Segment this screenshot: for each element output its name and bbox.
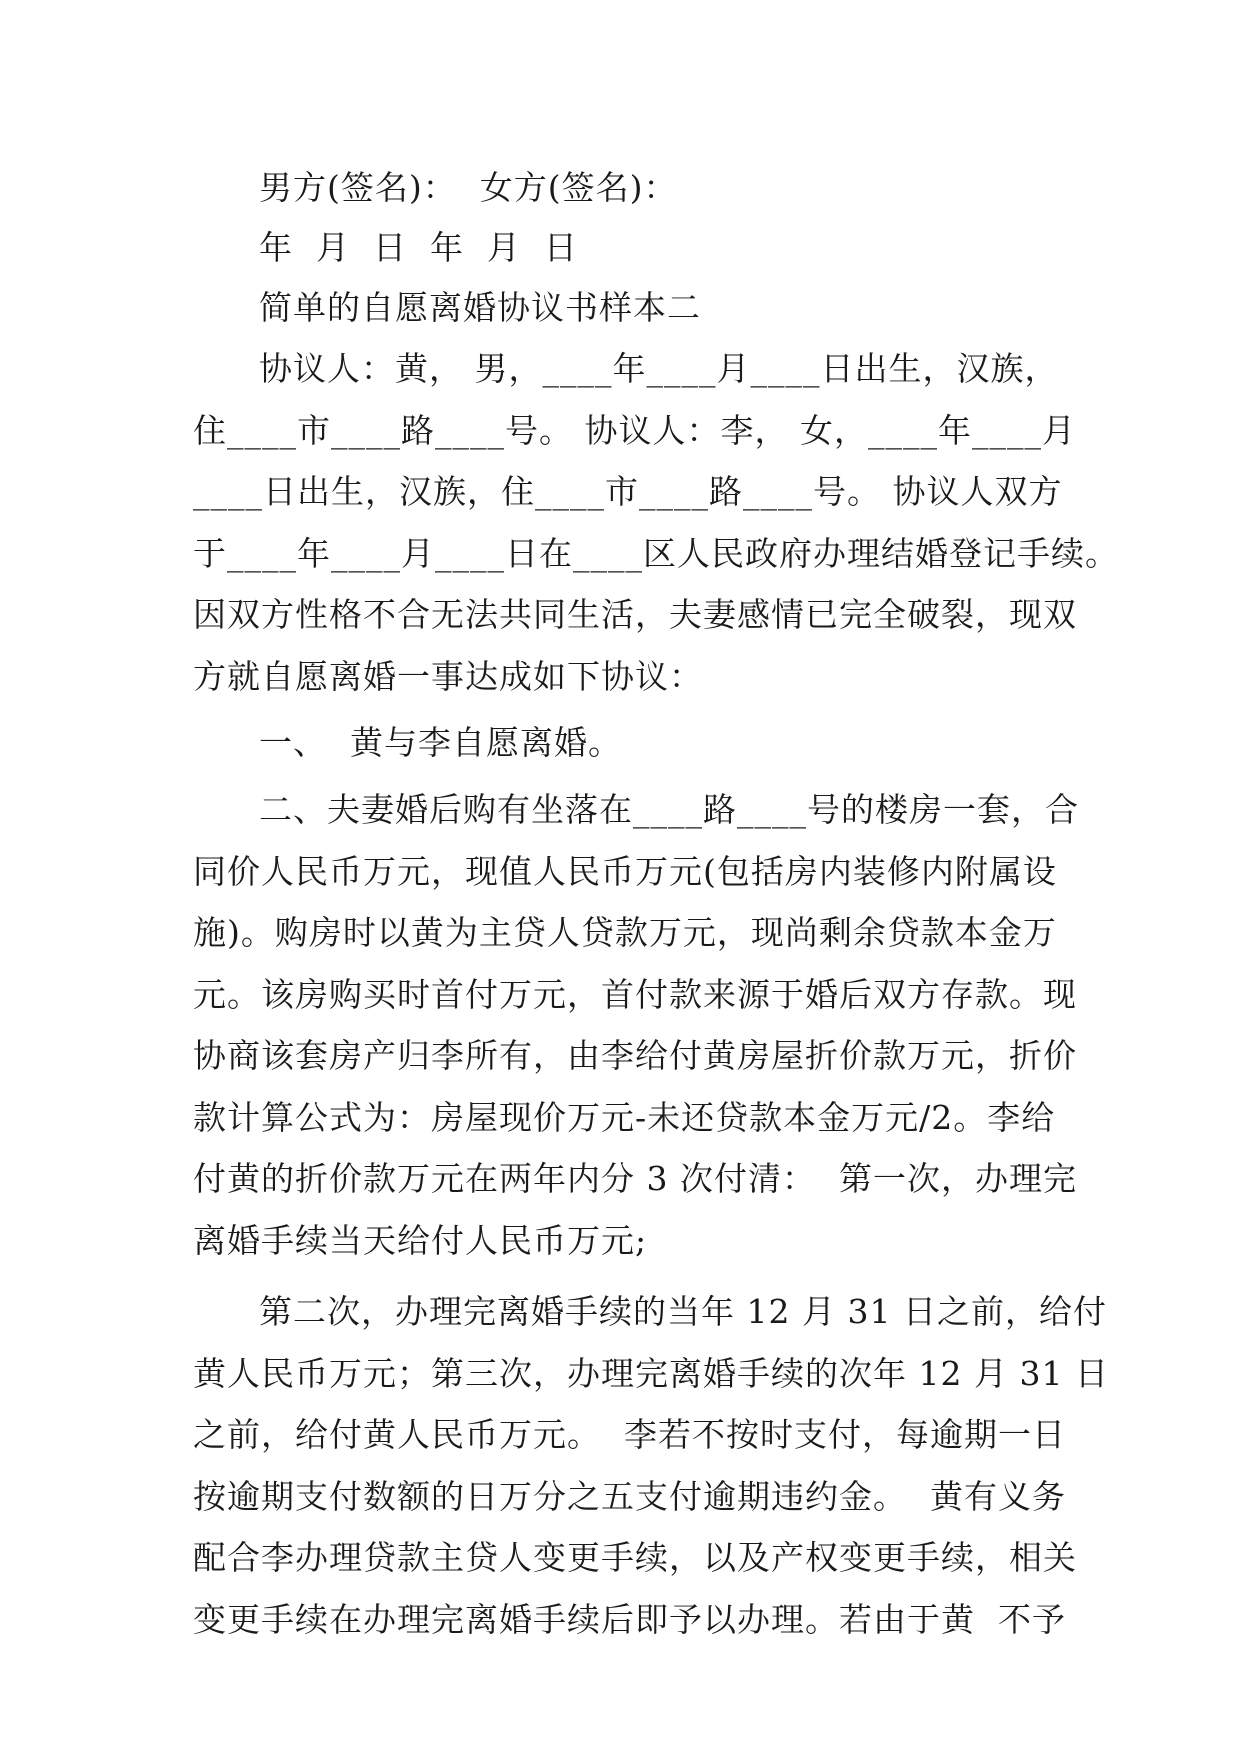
- paragraph-line: 施)。购房时以黄为主贷人贷款万元，现尚剩余贷款本金万: [193, 913, 1057, 952]
- paragraph-line: 款计算公式为：房屋现价万元-未还贷款本金万元/2。李给: [193, 1097, 1056, 1137]
- clause-two-paragraph: [193, 779, 1079, 1271]
- paragraph-line: 二、夫妻婚后购有坐落在____路____号的楼房一套，合: [259, 790, 1079, 829]
- paragraph-line: 住____市____路____号。 协议人：李， 女，____年____月: [193, 410, 1076, 450]
- paragraph-line: 协商该套房产归李所有，由李给付黄房屋折价款万元，折价: [193, 1036, 1077, 1075]
- paragraph-line: ____日出生，汉族，住____市____路____号。 协议人双方: [193, 472, 1063, 511]
- paragraph-line: 按逾期支付数额的日万分之五支付逾期违约金。 黄有义务: [193, 1476, 1066, 1516]
- paragraph-line: 元。该房购买时首付万元，首付款来源于婚后双方存款。现: [193, 974, 1077, 1014]
- paragraph-line: 协议人：黄， 男，____年____月____日出生，汉族，: [259, 349, 1059, 388]
- paragraph-line: 离婚手续当天给付人民币万元;: [193, 1220, 648, 1260]
- clause-two-continued-paragraph: [193, 1281, 1109, 1650]
- paragraph-line: 变更手续在办理完离婚手续后即予以办理。若由于黄 不予: [193, 1599, 1066, 1639]
- section-heading: 简单的自愿离婚协议书样本二: [259, 288, 701, 327]
- document-body: [193, 158, 1119, 1650]
- paragraph-line: 黄人民币万元；第三次，办理完离婚手续的次年 12 月 31 日: [193, 1353, 1109, 1393]
- paragraph-line: 因双方性格不合无法共同生活，夫妻感情已完全破裂，现双: [193, 595, 1077, 634]
- paragraph-line: 同价人民币万元，现值人民币万元(包括房内装修内附属设: [193, 851, 1057, 891]
- paragraph-line: 第二次，办理完离婚手续的当年 12 月 31 日之前，给付: [259, 1292, 1107, 1331]
- signature-date-line: 年 月 日 年 月 日: [259, 228, 578, 267]
- paragraph-line: 方就自愿离婚一事达成如下协议：: [193, 656, 703, 696]
- paragraph-line: 配合李办理贷款主贷人变更手续，以及产权变更手续，相关: [193, 1538, 1077, 1577]
- paragraph-line: 付黄的折价款万元在两年内分 3 次付清： 第一次，办理完: [193, 1159, 1077, 1198]
- signature-line: 男方(签名)： 女方(签名)：: [259, 168, 678, 207]
- clause-one: 一、 黄与李自愿离婚。: [259, 723, 622, 762]
- intro-paragraph: [193, 338, 1119, 707]
- paragraph-line: 于____年____月____日在____区人民政府办理结婚登记手续。: [193, 533, 1119, 573]
- paragraph-line: 之前，给付黄人民币万元。 李若不按时支付，每逾期一日: [193, 1415, 1066, 1454]
